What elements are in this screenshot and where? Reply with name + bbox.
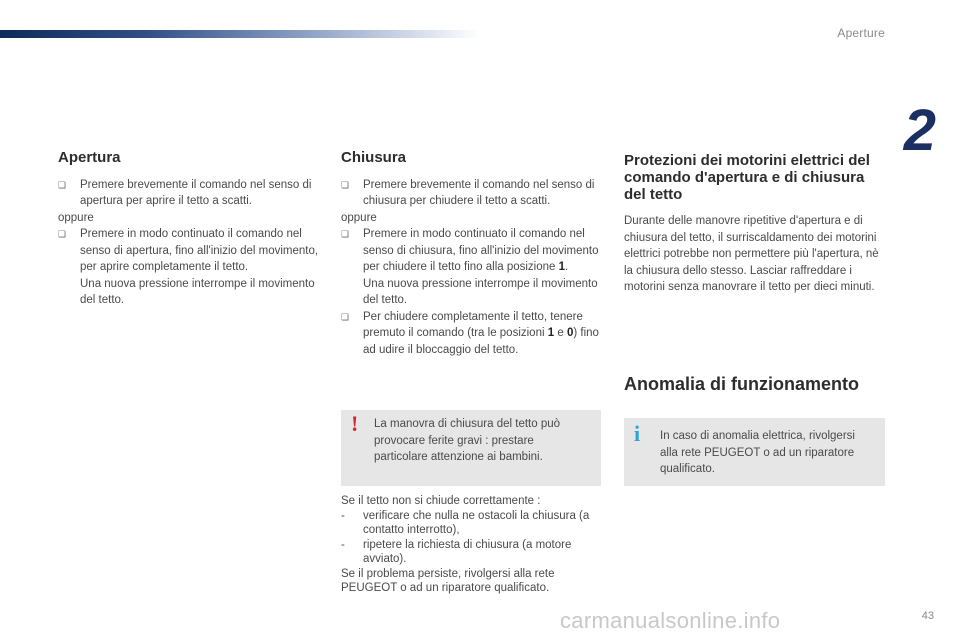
bullet-icon: ❏ [58, 179, 67, 190]
anomalia-title: Anomalia di funzionamento [624, 374, 860, 394]
info-icon: i [634, 421, 641, 446]
chiusura-item-1: ❏ Premere brevemente il comando nel senso di chiusura per chiudere il tetto a scatti. [341, 178, 595, 207]
apertura-title: Apertura [58, 149, 121, 166]
non-chiude-section [341, 494, 603, 596]
non-chiude-dash-1: - verificare che nulla ne ostacoli la chiusura (a contatto interrotto), [341, 509, 590, 536]
info-text: In caso di anomalia elettrica, rivolgersi alla rete PEUGEOT o ad un riparatore qualificato. [660, 430, 855, 475]
apertura-item-2: ❏ Premere in modo continuato il comando nel senso di apertura, fino all'inizio del movimento, per aprire completamente il tetto. [58, 228, 319, 273]
warning-box [341, 410, 601, 486]
non-chiude-intro: Se il tetto non si chiude correttamente : [341, 495, 541, 507]
anomalia-section [624, 374, 859, 409]
apertura-item-1: ❏ Premere brevemente il comando nel senso di apertura per aprire il tetto a scatti. [58, 178, 312, 207]
chiusura-section [341, 150, 603, 358]
chapter-number: 2 [903, 98, 936, 163]
bullet-icon: ❏ [341, 179, 350, 190]
page-number: 43 [921, 610, 934, 622]
bullet-icon: ❏ [58, 229, 67, 239]
non-chiude-dash-2: - ripetere la richiesta di chiusura (a motore avviato). [341, 538, 572, 565]
protezioni-title: Protezioni dei motorini elettrici del comando d'apertura e di chiusura del tetto [624, 152, 870, 203]
info-box [624, 418, 885, 486]
chiusura-title: Chiusura [341, 149, 407, 166]
watermark: carmanualsonline.info [560, 608, 781, 633]
bullet-icon: ❏ [341, 311, 350, 322]
apertura-section [58, 150, 320, 309]
protezioni-section [624, 152, 886, 296]
section-title: Aperture [837, 26, 885, 40]
chiusura-item-2b: Una nuova pressione interrompe il movimento del tetto. [363, 277, 598, 306]
chiusura-item-3: ❏ Per chiudere completamente il tetto, tenere premuto il comando (tra le posizioni 1 e 0) fino ad udire il bloccaggio del tetto. [341, 310, 599, 356]
header-gradient-bar [0, 30, 480, 38]
chiusura-item-2: ❏ Premere in modo continuato il comando nel senso di chiusura, fino all'inizio del movimento per chiudere il tetto fino alla posizione 1. [341, 228, 599, 273]
non-chiude-outro: Se il problema persiste, rivolgersi alla rete PEUGEOT o ad un riparatore qualificato. [341, 567, 555, 594]
protezioni-text: Durante delle manovre ripetitive d'apertura e di chiusura del tetto, il surriscaldamento dei motorini elettrici potrebbe non permettere più l'apertura, nè la chiusura dello stesso. Lasciar raffreddare i motorini senza manovrare il tetto per dieci minuti. [624, 215, 879, 293]
warning-text: La manovra di chiusura del tetto può provocare ferite gravi : prestare particolare attenzione ai bambini. [374, 418, 561, 463]
bullet-icon: ❏ [341, 229, 350, 239]
apertura-oppure: oppure [58, 211, 94, 224]
chiusura-oppure: oppure [341, 211, 377, 224]
warning-icon: ! [351, 411, 359, 436]
apertura-item-2b: Una nuova pressione interrompe il movimento del tetto. [80, 277, 315, 306]
